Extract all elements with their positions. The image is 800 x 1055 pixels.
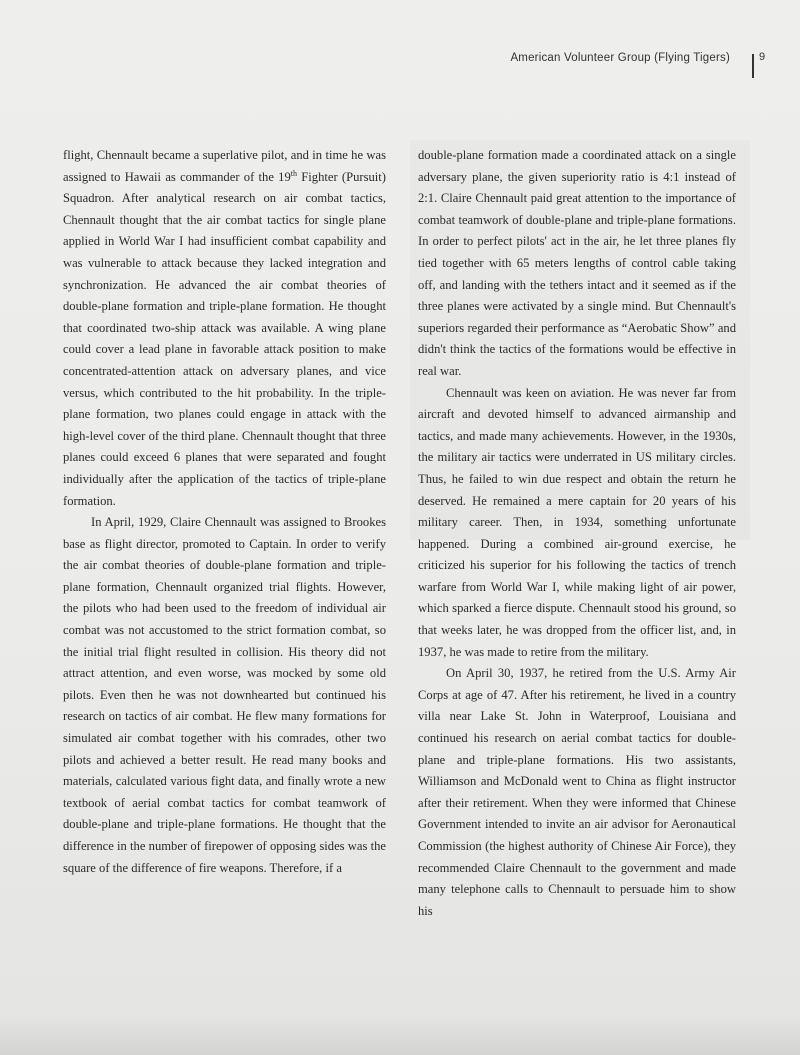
paragraph: On April 30, 1937, he retired from the U.S. Army Air Corps at age of 47. After his retirement, he lived in a country villa near Lake St. John in Waterproof, Louisiana and continued his research on aerial combat tactics for double-plane and triple-plane formations. His two assistants, Williamson and McDonald went to China as flight instructor after their retirement. When they were informed that Chinese Government intended to invite an air advisor for Aeronautical Commission (the highest authority of Chinese Air Force), they recommended Claire Chennault to the government and made many telephone calls to Chennault to persuade him to show his xyxy=(418,666,736,918)
paragraph: double-plane formation made a coordinated attack on a single adversary plane, the given superiority ratio is 4:1 instead of 2:1. Claire Chennault paid great attention to the importance of combat teamwork of double-plane and triple-plane formations. In order to perfect pilots' act in the air, he let three planes fly tied together with 65 meters lengths of control cable taking off, and landing with the tethers intact and it seemed as if the three planes were activated by a single mind. But Chennault's superiors regarded their performance as “Aerobatic Show” and didn't think the tactics of the formations would be effective in real war. xyxy=(418,148,736,378)
paragraph: flight, Chennault became a superlative pilot, and in time he was assigned to Hawaii as commander of the 19th Fighter (Pursuit) Squadron. After analytical research on air combat tactics, Chennault thought that the air combat tactics for single plane applied in World War I had insufficient combat capability and was vulnerable to attack because they lacked integration and synchronization. He advanced the air combat theories of double-plane formation and triple-plane formation. He thought that coordinated two-ship attack was available. A wing plane could cover a lead plane in favorable attack position to make concentrated-attention attack on adversary planes, and vice versus, which contributed to the hit probability. In the triple-plane formation, two planes could engage in attack with the high-level cover of the third plane. Chennault thought that three planes could exceed 6 planes that were separated and fought individually after the application of the tactics of triple-plane formation. xyxy=(63,148,386,508)
page-number: 9 xyxy=(759,51,766,63)
page-edge-shadow xyxy=(0,1015,800,1055)
header-rule xyxy=(752,54,754,78)
paragraph: In April, 1929, Claire Chennault was assigned to Brookes base as flight director, promoted to Captain. In order to verify the air combat theories of double-plane formation and triple-plane formation, Chennault organized trial flights. However, the pilots who had been used to the freedom of individual air combat was not accustomed to the strict formation combat, so the initial trial flight resulted in collision. His theory did not attract attention, and even worse, was mocked by some old pilots. Even then he was not downhearted but continued his research on tactics of air combat. He flew many formations for simulated air combat together with his comrades, other two pilots and achieved a better result. He read many books and materials, calculated various fight data, and finally wrote a new textbook of aerial combat tactics for combat teamwork of double-plane and triple-plane formations. He thought that the difference in the number of firepower of opposing sides was the square of the difference of fire weapons. Therefore, if a xyxy=(63,515,386,875)
paragraph: Chennault was keen on aviation. He was never far from aircraft and devoted himself to advanced airmanship and tactics, and made many achievements. However, in the 1930s, the military air tactics were underrated in US military circles. Thus, he failed to win due respect and obtain the return he deserved. He remained a mere captain for 20 years of his military career. Then, in 1934, something unfortunate happened. During a combined air-ground exercise, he criticized his superior for his following the tactics of trench warfare from World War I, while making light of air power, which sparked a fierce dispute. Chennault stood his ground, so that weeks later, he was dropped from the officer list, and, in 1937, he was made to retire from the military. xyxy=(418,385,736,659)
running-header: American Volunteer Group (Flying Tigers) xyxy=(510,52,730,64)
left-column xyxy=(63,145,386,879)
ordinal-suffix: th xyxy=(290,168,298,178)
right-column xyxy=(418,145,736,922)
